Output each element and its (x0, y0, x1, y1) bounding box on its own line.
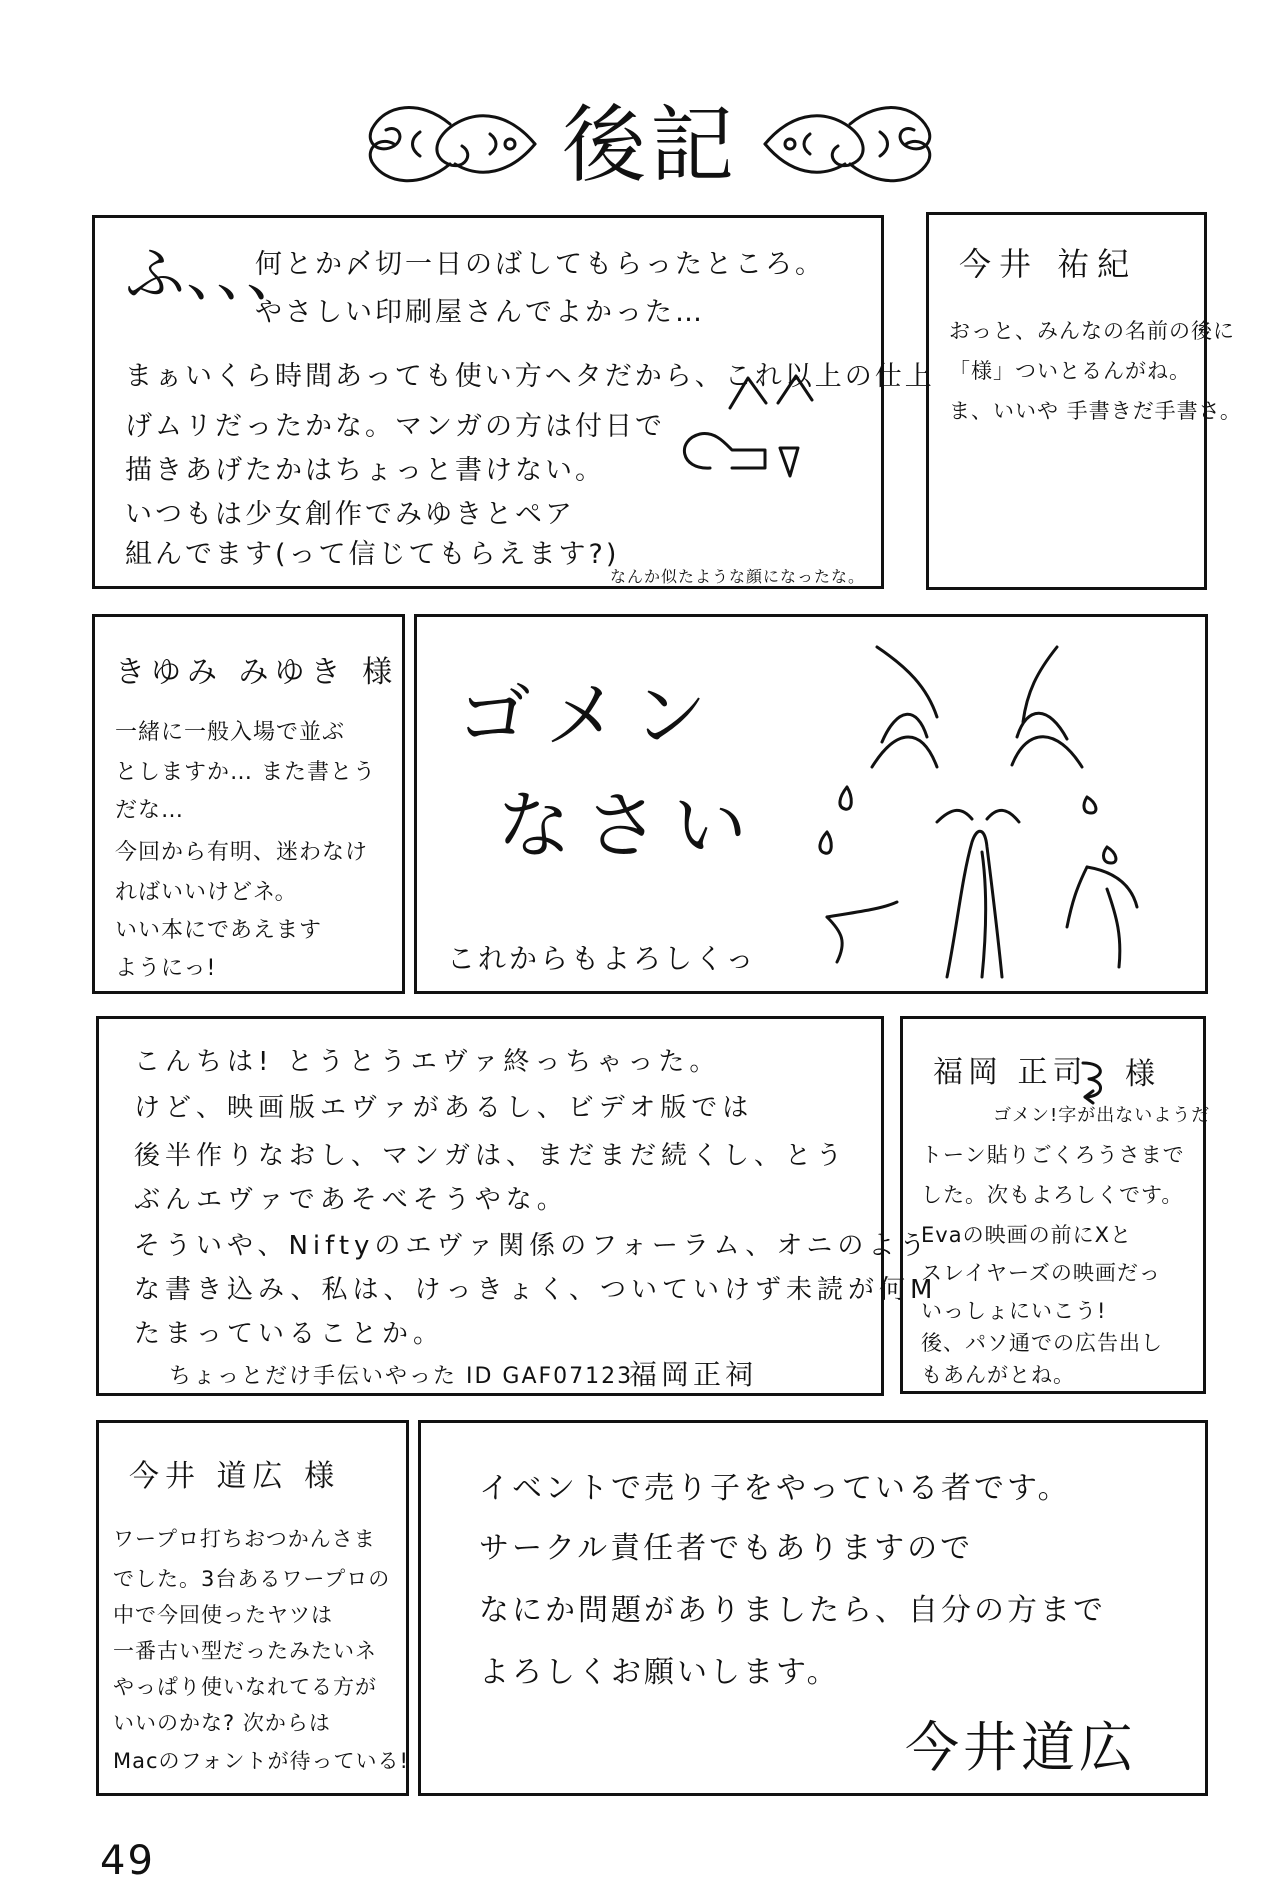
text-line: 一番古い型だったみたいネ (113, 1639, 377, 1663)
text-line: 組んでます(って信じてもらえます?) (125, 539, 620, 570)
text-line: 後、パソ通での広告出し (921, 1331, 1163, 1355)
arrow-doodle-icon (1075, 1057, 1115, 1107)
message-box-6 (900, 1016, 1211, 1394)
message-box-1 (92, 215, 935, 589)
text-line: 描きあげたかはちょっと書けない。 (125, 455, 605, 486)
signature-name: 今井道広 (905, 1716, 1137, 1779)
signature-name: 福岡正祠 (629, 1358, 758, 1391)
message-box-8 (418, 1420, 1208, 1796)
message-box-7 (96, 1420, 409, 1796)
text-line: としますか… また書とう (115, 760, 376, 785)
message-box-3 (92, 614, 405, 994)
apology-line-1: ゴメン (457, 673, 721, 759)
text-line: こんちは! とうとうエヴァ終っちゃった。 (134, 1047, 721, 1077)
apology-line-2: なさい (497, 783, 761, 869)
text-line: ぶんエヴァであそべそうやな。 (134, 1185, 568, 1215)
text-line: でした。3台あるワープロの (113, 1567, 391, 1591)
recipient-heading: きゆみ みゆき 様 (115, 655, 399, 690)
text-line: サークル責任者でもありますので (479, 1531, 974, 1566)
text-line: なにか問題がありましたら、自分の方まで (479, 1593, 1106, 1628)
text-line: やっぱり使いなれてる方が (113, 1675, 377, 1699)
text-line: イベントで売り子をやっている者です。 (479, 1471, 1071, 1506)
sigh-text: ふ、、、 (125, 240, 307, 310)
text-line: いい本にであえます (115, 918, 323, 943)
message-box-5 (96, 1016, 938, 1396)
text-line: Macのフォントが待っている! (113, 1749, 409, 1773)
text-line: ワープロ打ちおつかんさま (113, 1527, 376, 1551)
text-line: いいのかな? 次からは (113, 1711, 331, 1735)
text-line: たまっていることか。 (134, 1319, 445, 1349)
text-line: げムリだったかな。マンガの方は付日で (125, 411, 665, 442)
apology-closing: これからもよろしくっ (447, 942, 757, 975)
text-line: ま、いいや 手書きだ手書さ。 (949, 399, 1242, 423)
text-line: いつもは少女創作でみゆきとペア (125, 499, 575, 530)
text-line: Evaの映画の前にXと (921, 1223, 1132, 1247)
honorific: 様 (1125, 1057, 1160, 1092)
text-line: よろしくお願いします。 (479, 1655, 840, 1690)
text-line: 後半作りなおし、マンガは、まだまだ続くし、とう (134, 1141, 848, 1171)
text-line: スレイヤーズの映画だっ (921, 1261, 1161, 1285)
page-number: 49 (100, 1838, 155, 1884)
page-title: 後記 (561, 96, 738, 194)
text-line: した。次もよろしくです。 (921, 1183, 1184, 1207)
left-ornament-icon (360, 94, 540, 194)
recipient-heading: 今井 道広 様 (129, 1459, 341, 1494)
text-line: ればいいけどネ。 (115, 880, 298, 905)
text-line: そういや、Niftyのエヴァ関係のフォーラム、オニのよう (134, 1231, 931, 1261)
text-line: おっと、みんなの名前の後に (949, 319, 1235, 343)
text-line: な書き込み、私は、けっきょく、ついていけず未読が何M (134, 1275, 938, 1305)
message-box-2 (926, 212, 1242, 590)
doodle-note: ゴメン!字が出ないようだ (993, 1105, 1211, 1126)
text-line: 今回から有明、迷わなけ (115, 840, 369, 865)
text-line: いっしょにいこう! (921, 1299, 1107, 1323)
text-line: やさしい印刷屋さんでよかった… (255, 297, 705, 328)
text-line: ようにっ! (115, 956, 217, 981)
doodle-note: なんか似たような顔になったな。 (610, 567, 866, 586)
title-area (360, 90, 940, 200)
text-line: 何とか〆切一日のばしてもらったところ。 (255, 249, 825, 280)
author-name: 今井 祐紀 (959, 245, 1138, 283)
text-line: だな… (115, 798, 185, 823)
face-doodle-icon (670, 348, 850, 488)
apology-box (414, 614, 1208, 994)
signature-note: ちょっとだけ手伝いやった ID GAF07123 (169, 1364, 634, 1389)
text-line: 中で今回使ったヤツは (113, 1603, 333, 1627)
text-line: けど、映画版エヴァがあるし、ビデオ版では (134, 1093, 754, 1123)
text-line: トーン貼りごくろうさまで (921, 1143, 1185, 1167)
text-line: 一緒に一般入場で並ぶ (115, 720, 346, 745)
recipient-heading: 福岡 正司 (933, 1055, 1088, 1090)
text-line: まぁいくら時間あっても使い方ヘタだから、これ以上の仕上 (125, 361, 935, 392)
text-line: もあんがとね。 (921, 1363, 1075, 1387)
crying-face-doodle-icon (787, 627, 1187, 987)
right-ornament-icon (760, 94, 940, 194)
text-line: 「様」ついとるんがね。 (949, 359, 1191, 383)
